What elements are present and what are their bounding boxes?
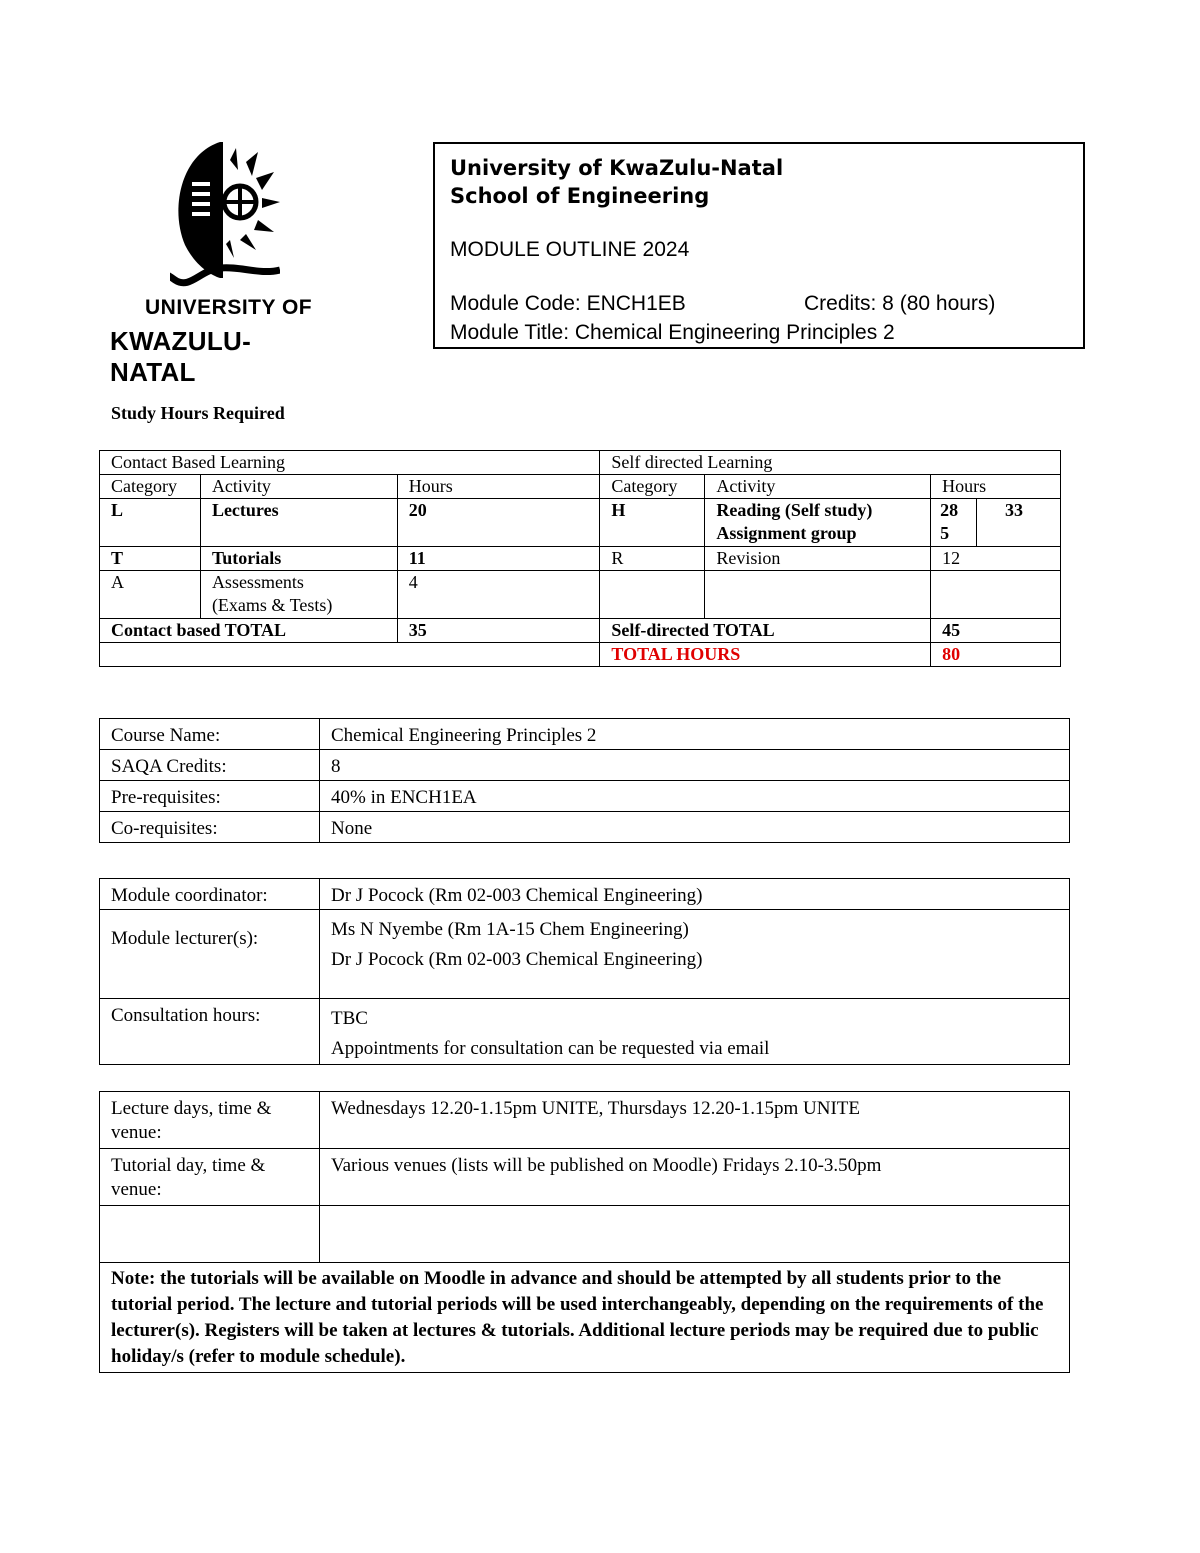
table-row: [100, 475, 1061, 499]
activity-assessments: Assessments: [211, 572, 304, 592]
course-info-table: [99, 718, 1070, 843]
table-row: [100, 719, 1070, 750]
logo-text-line2: KWAZULU-NATAL: [110, 326, 252, 387]
table-cell: Lectures: [200, 499, 397, 547]
consultation-value: [320, 999, 1070, 1065]
lecture-schedule-label: Lecture days, time & venue:: [100, 1092, 320, 1149]
prerequisites-label: Pre-requisites:: [100, 781, 320, 812]
table-row: [100, 750, 1070, 781]
table-cell: [931, 571, 1061, 619]
table-row: [100, 812, 1070, 843]
table-row: [100, 1149, 1070, 1206]
table-row: [100, 547, 1061, 571]
coordinator-label: Module coordinator:: [100, 879, 320, 910]
schedule-note: Note: the tutorials will be available on Moodle in advance and should be attempted by all students prior to the tutorial period. The lecture and tutorial periods will be used interchangeably, depending on the requirements of the lecturer(s). Registers will be taken at lectures & tutorials. Additional lecture periods may be required due to public holiday/s (refer to module schedule).: [100, 1263, 1070, 1373]
table-cell: Tutorials: [200, 547, 397, 571]
table-cell: [931, 499, 977, 547]
course-name-value: Chemical Engineering Principles 2: [320, 719, 1070, 750]
table-row: [100, 571, 1061, 619]
table-cell: Revision: [705, 547, 931, 571]
lecturer-2: Dr J Pocock (Rm 02-003 Chemical Engineering): [331, 949, 703, 970]
table-cell: T: [100, 547, 201, 571]
table-cell: [100, 1206, 320, 1263]
table-row: [100, 499, 1061, 547]
saqa-credits-label: SAQA Credits:: [100, 750, 320, 781]
lecturers-value: [320, 910, 1070, 999]
table-cell: [705, 499, 931, 547]
prerequisites-value: 40% in ENCH1EA: [320, 781, 1070, 812]
table-cell: 11: [397, 547, 600, 571]
university-title: University of KwaZulu-Natal: [450, 156, 784, 180]
table-cell: 4: [397, 571, 600, 619]
module-code: Module Code: ENCH1EB: [450, 292, 686, 315]
table-row: [100, 451, 1061, 475]
hours-reading: 28: [940, 500, 959, 520]
self-total-value: 45: [931, 619, 1061, 643]
table-cell: H: [600, 499, 705, 547]
activity-assignment: Assignment group: [716, 523, 857, 543]
school-title: School of Engineering: [450, 184, 710, 208]
course-name-label: Course Name:: [100, 719, 320, 750]
university-name: [450, 154, 783, 210]
staff-table: [99, 878, 1070, 1065]
contact-based-header: Contact Based Learning: [100, 451, 600, 475]
table-cell: L: [100, 499, 201, 547]
module-outline-title: MODULE OUTLINE 2024: [450, 238, 690, 261]
table-cell: [100, 643, 600, 667]
consultation-label: Consultation hours:: [100, 999, 320, 1065]
contact-total-value: 35: [397, 619, 600, 643]
lecturer-1: Ms N Nyembe (Rm 1A-15 Chem Engineering): [331, 919, 689, 940]
coordinator-value: Dr J Pocock (Rm 02-003 Chemical Engineering): [320, 879, 1070, 910]
self-directed-header: Self directed Learning: [600, 451, 1061, 475]
logo-text-line1: UNIVERSITY OF: [145, 296, 313, 319]
table-row: [100, 1206, 1070, 1263]
table-cell: [600, 571, 705, 619]
column-header: Hours: [397, 475, 600, 499]
corequisites-label: Co-requisites:: [100, 812, 320, 843]
table-cell: A: [100, 571, 201, 619]
table-row: [100, 619, 1061, 643]
column-header: Activity: [200, 475, 397, 499]
grand-total-label: TOTAL HOURS: [600, 643, 931, 667]
table-cell: [705, 571, 931, 619]
grand-total-value: 80: [931, 643, 1061, 667]
study-hours-heading: Study Hours Required: [111, 403, 285, 423]
ukzn-crest-icon: [170, 140, 280, 290]
saqa-credits-value: 8: [320, 750, 1070, 781]
table-row: [100, 781, 1070, 812]
module-credits: Credits: 8 (80 hours): [804, 292, 996, 315]
self-total-label: Self-directed TOTAL: [600, 619, 931, 643]
column-header: Activity: [705, 475, 931, 499]
module-title: Module Title: Chemical Engineering Principles 2: [450, 321, 895, 344]
study-hours-table: [99, 450, 1061, 667]
table-row: [100, 910, 1070, 999]
column-header: Hours: [931, 475, 1061, 499]
consultation-note: Appointments for consultation can be requested via email: [331, 1038, 770, 1059]
table-cell: R: [600, 547, 705, 571]
consultation-tbc: TBC: [331, 1008, 368, 1029]
tutorial-schedule-value: Various venues (lists will be published on Moodle) Fridays 2.10-3.50pm: [320, 1149, 1070, 1206]
column-header: Category: [600, 475, 705, 499]
table-row: [100, 879, 1070, 910]
table-cell: [320, 1206, 1070, 1263]
table-cell: [200, 571, 397, 619]
table-row: [100, 1092, 1070, 1149]
table-row: [100, 1263, 1070, 1373]
tutorial-schedule-label: Tutorial day, time & venue:: [100, 1149, 320, 1206]
table-row: [100, 999, 1070, 1065]
lecture-schedule-value: Wednesdays 12.20-1.15pm UNITE, Thursdays 12.20-1.15pm UNITE: [320, 1092, 1070, 1149]
table-cell: 12: [931, 547, 1061, 571]
table-row: [100, 643, 1061, 667]
module-header-box: [433, 142, 1085, 349]
table-cell: 33: [977, 499, 1061, 547]
ukzn-logo: [105, 140, 330, 387]
schedule-table: [99, 1091, 1070, 1373]
table-cell: 20: [397, 499, 600, 547]
activity-reading: Reading (Self study): [716, 500, 873, 520]
column-header: Category: [100, 475, 201, 499]
lecturers-label: Module lecturer(s):: [100, 910, 320, 999]
hours-assignment: 5: [940, 523, 950, 543]
activity-assessments-detail: (Exams & Tests): [211, 595, 333, 615]
contact-total-label: Contact based TOTAL: [100, 619, 398, 643]
corequisites-value: None: [320, 812, 1070, 843]
